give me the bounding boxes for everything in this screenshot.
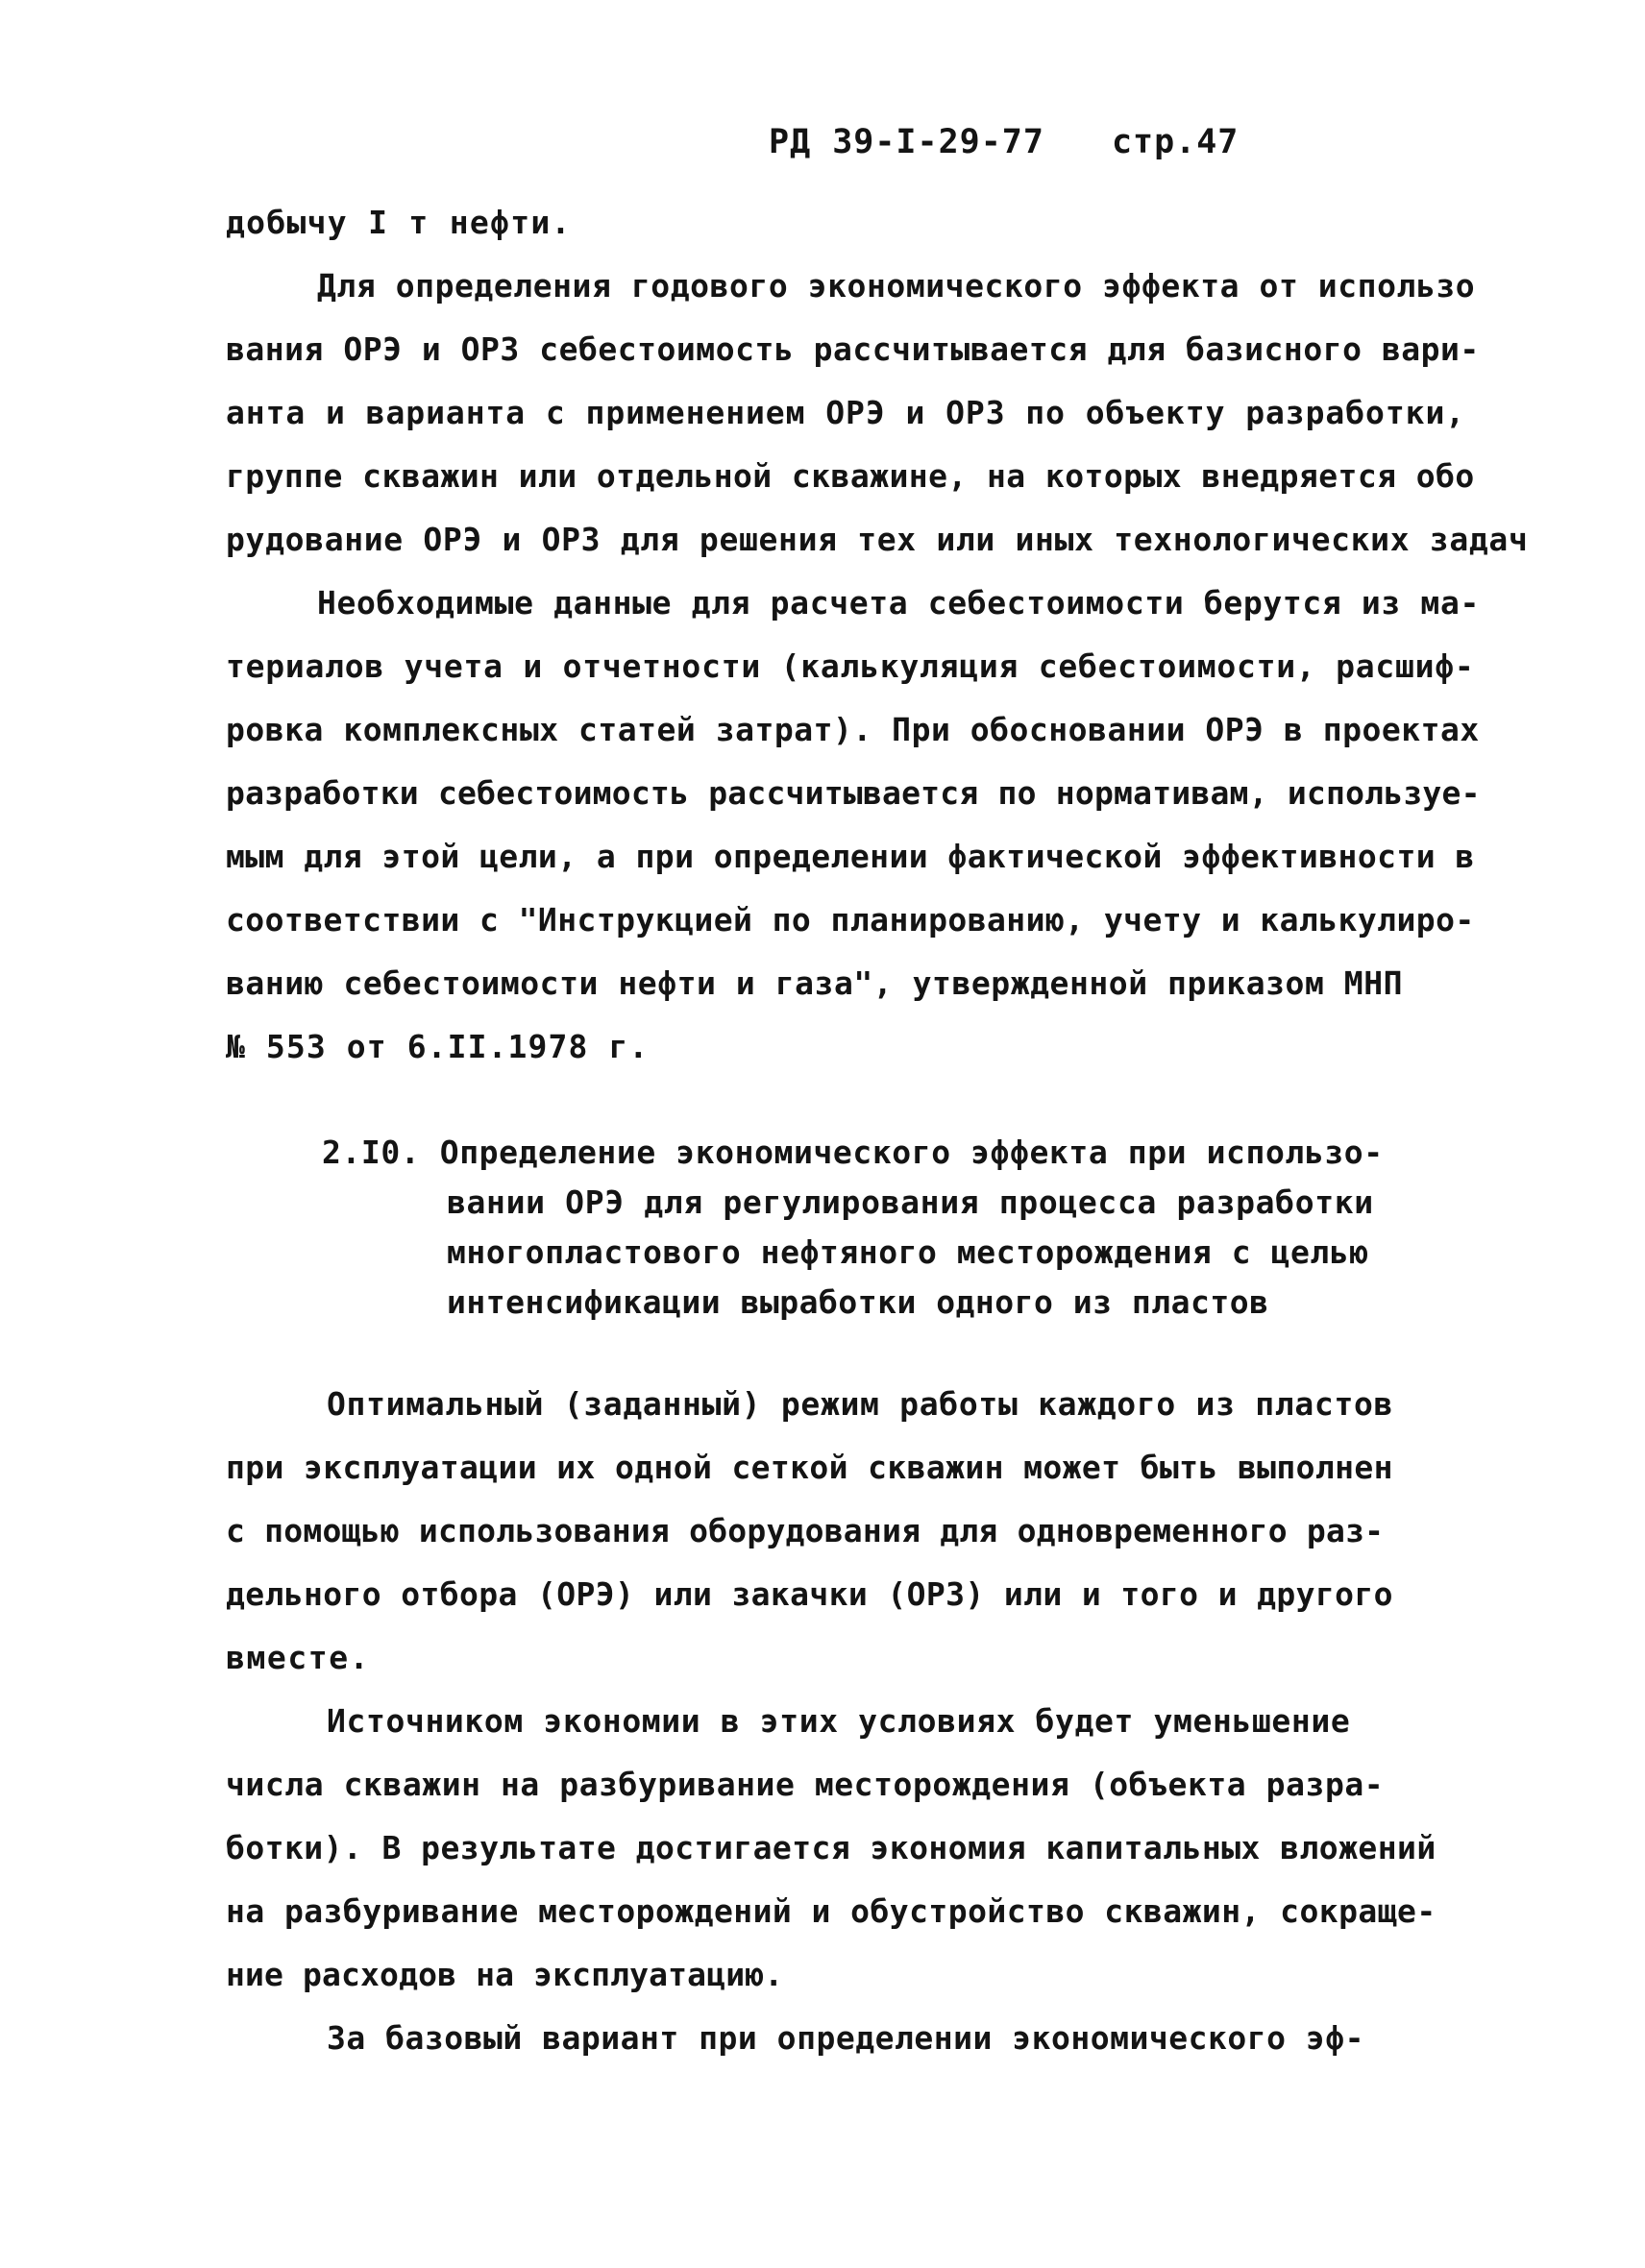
text-line: ванию себестоимости нефти и газа", утвержденной приказом МНП — [226, 964, 1404, 1002]
text-line: разработки себестоимость рассчитывается по нормативам, используе- — [226, 774, 1481, 812]
section-heading-line: многопластового нефтяного месторождения с целью — [447, 1233, 1369, 1271]
text-line: ровка комплексных статей затрат). При обосновании ОРЭ в проектах — [226, 711, 1480, 748]
text-line: с помощью использования оборудования для одновременного раз- — [226, 1512, 1385, 1549]
text-line: Источником экономии в этих условиях будет уменьшение — [327, 1702, 1351, 1740]
text-line: териалов учета и отчетности (калькуляция себестоимости, расшиф- — [226, 647, 1475, 685]
text-line: Оптимальный (заданный) режим работы каждого из пластов — [327, 1385, 1394, 1423]
text-line: ботки). В результате достигается экономия капитальных вложений — [226, 1829, 1436, 1866]
text-line: № 553 от 6.II.1978 г. — [226, 1028, 650, 1065]
text-line: вместе. — [226, 1639, 371, 1676]
text-line: Для определения годового экономического эффекта от использо — [317, 267, 1476, 305]
text-line: соответствии с "Инструкцией по планированию, учету и калькулиро- — [226, 901, 1475, 939]
text-line: добычу I т нефти. — [226, 204, 572, 241]
text-line: на разбуривание месторождений и обустройство скважин, сокраще- — [226, 1892, 1436, 1930]
text-line: За базовый вариант при определении экономического эф- — [327, 2019, 1365, 2057]
document-code: РД 39-I-29-77 — [769, 123, 1044, 161]
text-line: Необходимые данные для расчета себестоимости берутся из ма- — [317, 584, 1480, 622]
section-heading-line: вании ОРЭ для регулирования процесса разработки — [447, 1183, 1374, 1221]
section-heading-line: интенсификации выработки одного из пластов — [447, 1283, 1269, 1321]
text-line: анта и варианта с применением ОРЭ и ОРЗ по объекту разработки, — [226, 394, 1466, 431]
text-line: мым для этой цели, а при определении фактической эффективности в — [226, 838, 1475, 875]
text-line: ние расходов на эксплуатацию. — [226, 1956, 784, 1993]
text-line: группе скважин или отдельной скважине, на которых внедряется обо — [226, 457, 1475, 495]
text-line: числа скважин на разбуривание месторождения (объекта разра- — [226, 1766, 1385, 1803]
page-number: стр.47 — [1111, 123, 1240, 161]
text-line: рудование ОРЭ и ОРЗ для решения тех или иных технологических задач — [226, 521, 1529, 558]
page-header — [769, 123, 1239, 161]
text-line: вания ОРЭ и ОРЗ себестоимость рассчитывается для базисного вари- — [226, 330, 1480, 368]
section-heading-line: 2.I0. Определение экономического эффекта при использо- — [322, 1134, 1384, 1171]
text-line: при эксплуатации их одной сеткой скважин может быть выполнен — [226, 1449, 1393, 1486]
text-line: дельного отбора (ОРЭ) или закачки (ОРЗ) или и того и другого — [226, 1575, 1393, 1613]
